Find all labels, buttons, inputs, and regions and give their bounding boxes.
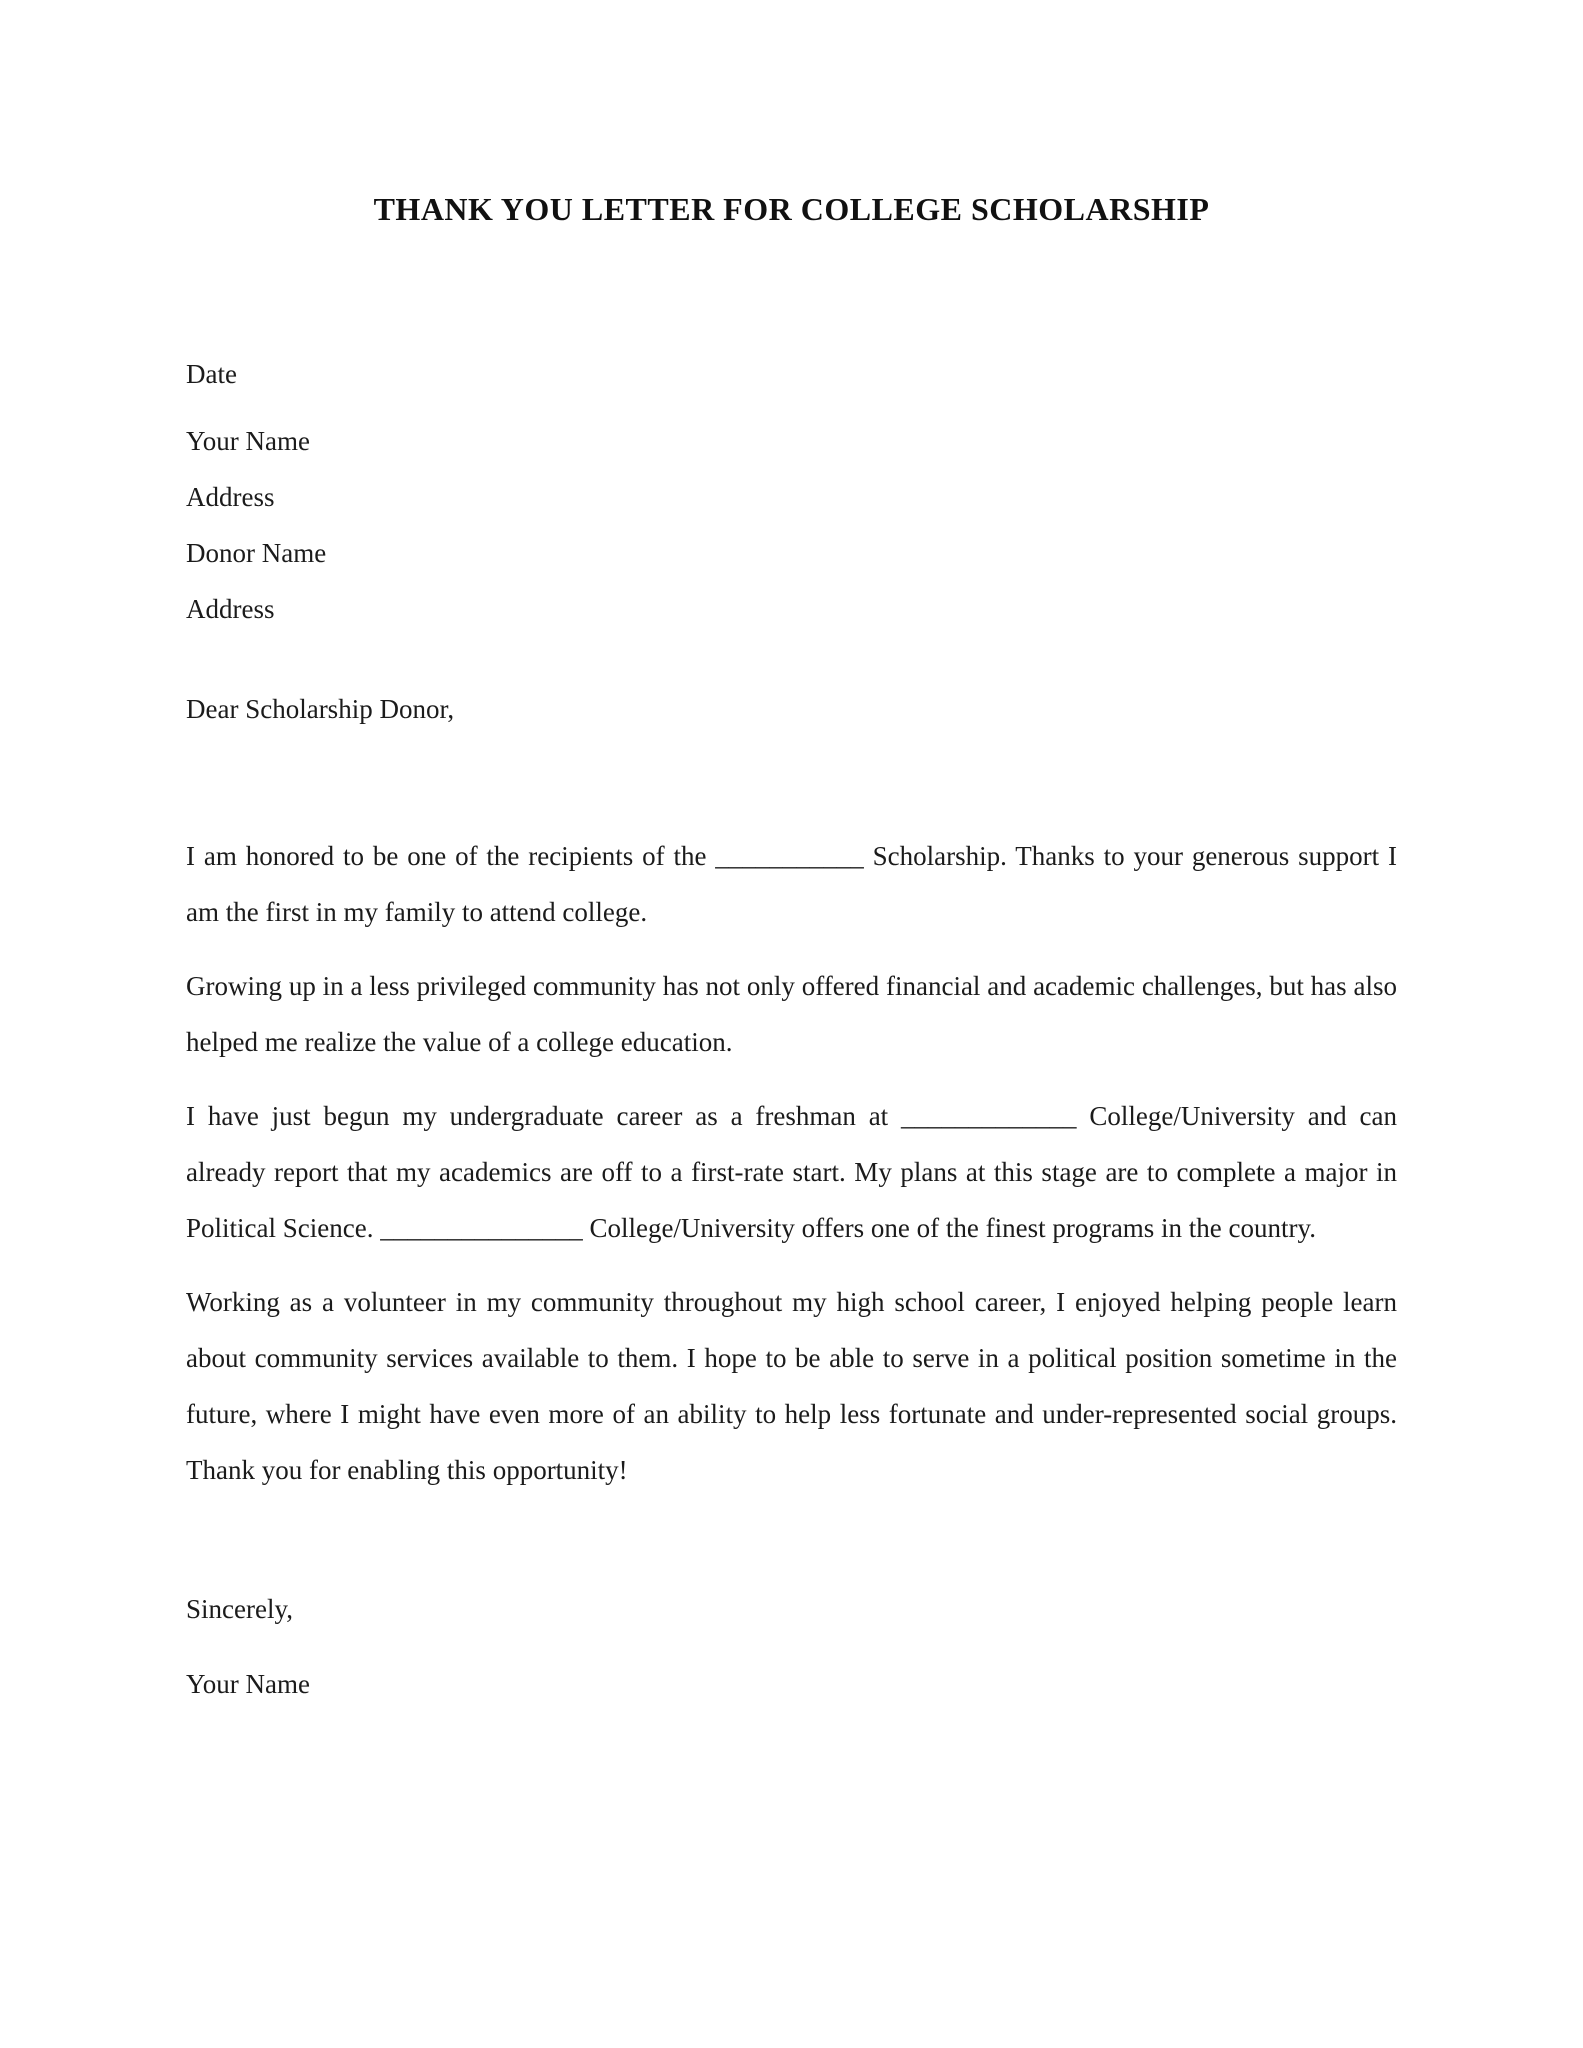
salutation: Dear Scholarship Donor, bbox=[186, 694, 455, 724]
paragraph-volunteer-work: Working as a volunteer in my community throughout my high school career, I enjoyed helping people learn about community services available to them. I hope to be able to serve in a political position sometime in the future, where I might have even more of an ability to help less fortunate and under-represented social groups. Thank you for enabling this opportunity! bbox=[186, 1287, 1397, 1485]
donor-address-line: Address bbox=[186, 594, 275, 624]
donor-name-line: Donor Name bbox=[186, 538, 327, 568]
paragraph-undergraduate-career: I have just begun my undergraduate career as a freshman at _____________ College/University and can already report that my academics are off to a first-rate start. My plans at this stage are to complete a major in Political Science. _______________ College/University offers one of the finest programs in the country. bbox=[186, 1101, 1397, 1243]
address-block bbox=[186, 413, 1397, 637]
signature-name: Your Name bbox=[186, 1669, 311, 1699]
paragraph-growing-up: Growing up in a less privileged community has not only offered financial and academic challenges, but has also helped me realize the value of a college education. bbox=[186, 971, 1397, 1057]
paragraph-honored-recipient: I am honored to be one of the recipients of the ___________ Scholarship. Thanks to your generous support I am the first in my family to attend college. bbox=[186, 841, 1397, 927]
date-line: Date bbox=[186, 359, 237, 389]
sender-address-line: Address bbox=[186, 482, 275, 512]
closing-sincerely: Sincerely, bbox=[186, 1594, 293, 1624]
letter-title: THANK YOU LETTER FOR COLLEGE SCHOLARSHIP bbox=[373, 191, 1210, 227]
sender-name-line: Your Name bbox=[186, 426, 311, 456]
